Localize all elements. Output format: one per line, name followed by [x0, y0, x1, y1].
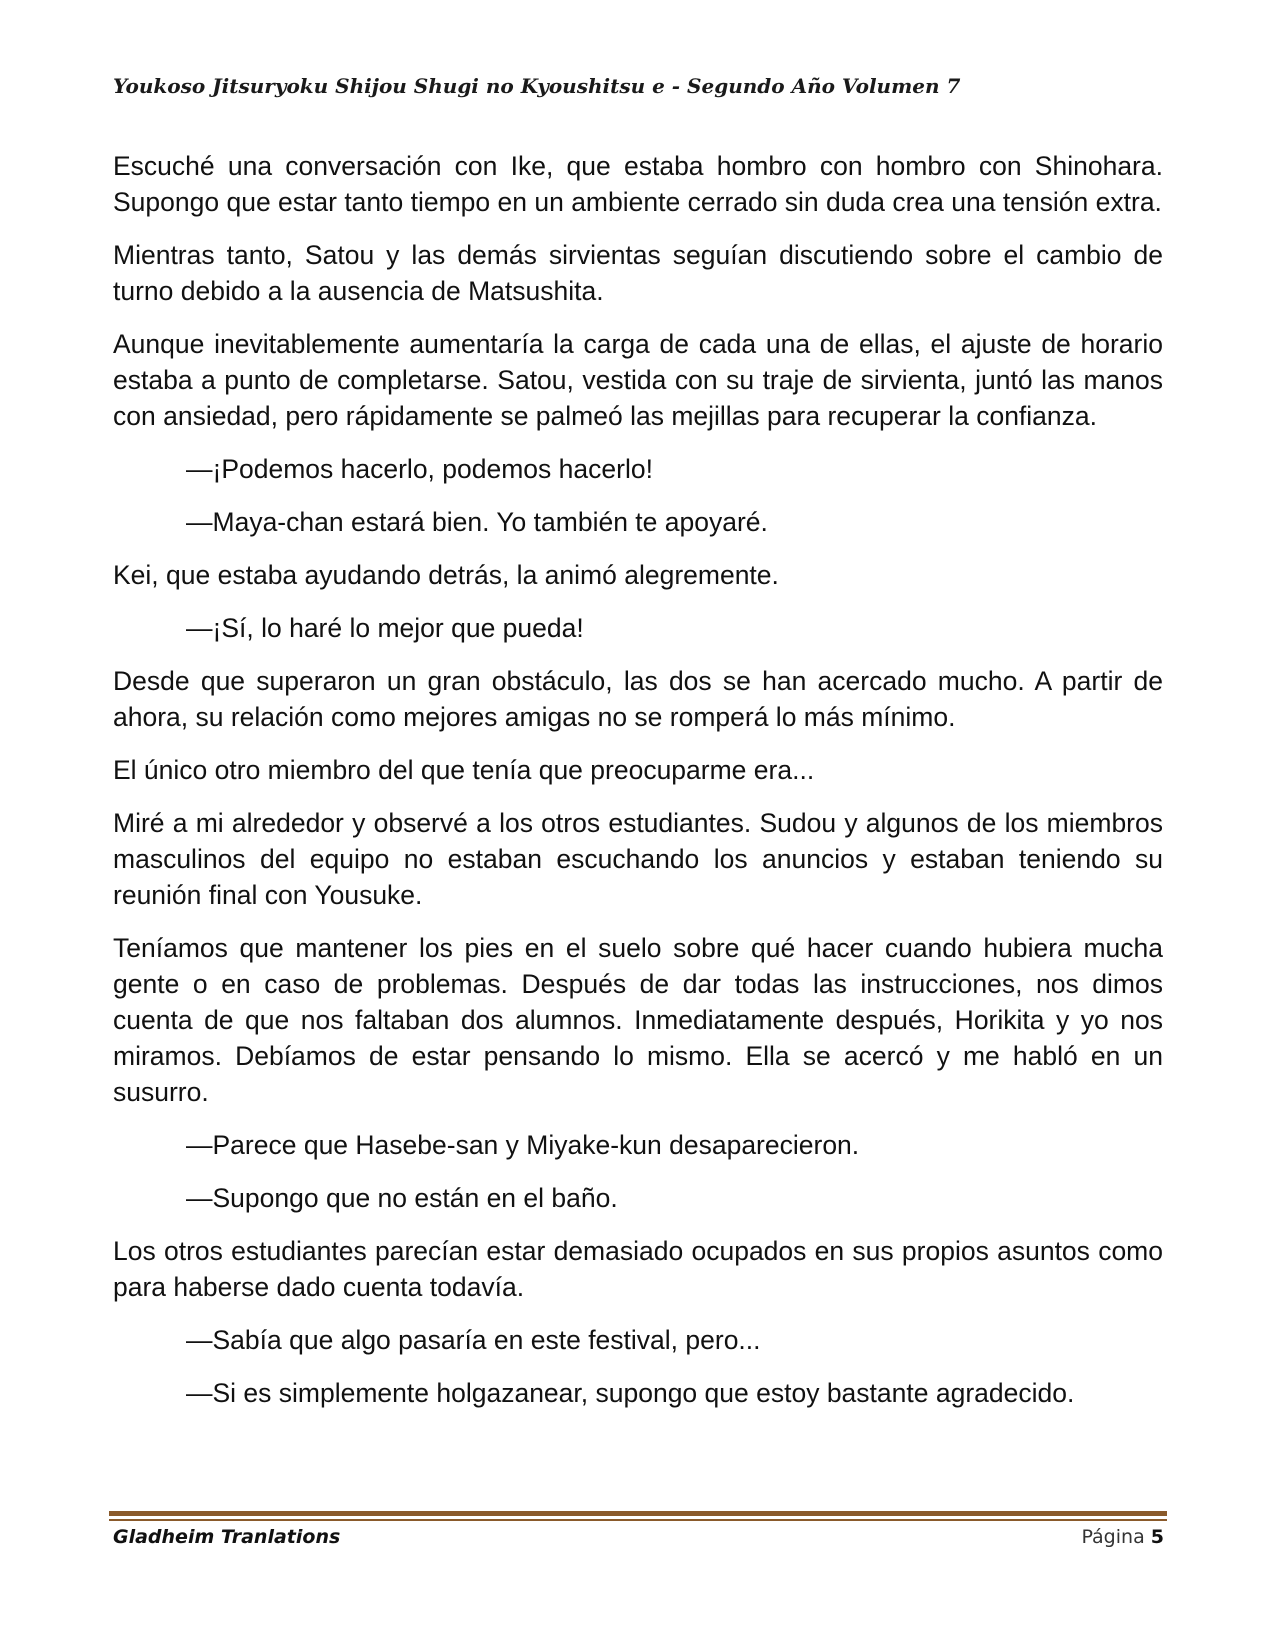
paragraph: Teníamos que mantener los pies en el suelo sobre qué hacer cuando hubiera mucha gente o en caso de problemas. Después de dar todas las instrucciones, nos dimos cuenta de que nos faltaban dos alumnos. Inmediatamente después, Horikita y yo nos miramos. Debíamos de estar pensando lo mismo. Ella se acercó y me habló en un susurro.: [113, 933, 1163, 1107]
dialog-line: —Sabía que algo pasaría en este festival, pero...: [186, 1325, 761, 1355]
dialog-line: —¡Sí, lo haré lo mejor que pueda!: [186, 613, 584, 643]
page-label: Página: [1081, 1526, 1145, 1548]
dialog-line: —¡Podemos hacerlo, podemos hacerlo!: [186, 454, 653, 484]
paragraph: Kei, que estaba ayudando detrás, la animó alegremente.: [113, 560, 779, 590]
body-text: [113, 148, 1163, 1428]
page-number: [1081, 1526, 1164, 1548]
running-header: Youkoso Jitsuryoku Shijou Shugi no Kyoushitsu e - Segundo Año Volumen 7: [113, 74, 961, 98]
page-number-value: 5: [1150, 1526, 1164, 1548]
paragraph: Miré a mi alrededor y observé a los otros estudiantes. Sudou y algunos de los miembros masculinos del equipo no estaban escuchando los anuncios y estaban teniendo su reunión final con Yousuke.: [113, 808, 1163, 910]
dialog-line: —Si es simplemente holgazanear, supongo que estoy bastante agradecido.: [186, 1378, 1075, 1408]
dialog-line: —Supongo que no están en el baño.: [186, 1183, 618, 1213]
footer-divider-thick: [109, 1511, 1167, 1516]
footer-divider-thin: [109, 1519, 1167, 1521]
dialog-line: —Parece que Hasebe-san y Miyake-kun desaparecieron.: [186, 1130, 860, 1160]
paragraph: Escuché una conversación con Ike, que estaba hombro con hombro con Shinohara. Supongo que estar tanto tiempo en un ambiente cerrado sin duda crea una tensión extra.: [113, 151, 1163, 217]
dialog-line: —Maya-chan estará bien. Yo también te apoyaré.: [186, 507, 768, 537]
paragraph: Los otros estudiantes parecían estar demasiado ocupados en sus propios asuntos como para haberse dado cuenta todavía.: [113, 1236, 1163, 1302]
paragraph: Mientras tanto, Satou y las demás sirvientas seguían discutiendo sobre el cambio de turno debido a la ausencia de Matsushita.: [113, 240, 1163, 306]
footer-credit: Gladheim Tranlations: [113, 1526, 341, 1548]
paragraph: Aunque inevitablemente aumentaría la carga de cada una de ellas, el ajuste de horario estaba a punto de completarse. Satou, vestida con su traje de sirvienta, juntó las manos con ansiedad, pero rápidamente se palmeó las mejillas para recuperar la confianza.: [113, 329, 1163, 431]
paragraph: Desde que superaron un gran obstáculo, las dos se han acercado mucho. A partir de ahora, su relación como mejores amigas no se romperá lo más mínimo.: [113, 666, 1163, 732]
paragraph: El único otro miembro del que tenía que preocuparme era...: [113, 755, 815, 785]
